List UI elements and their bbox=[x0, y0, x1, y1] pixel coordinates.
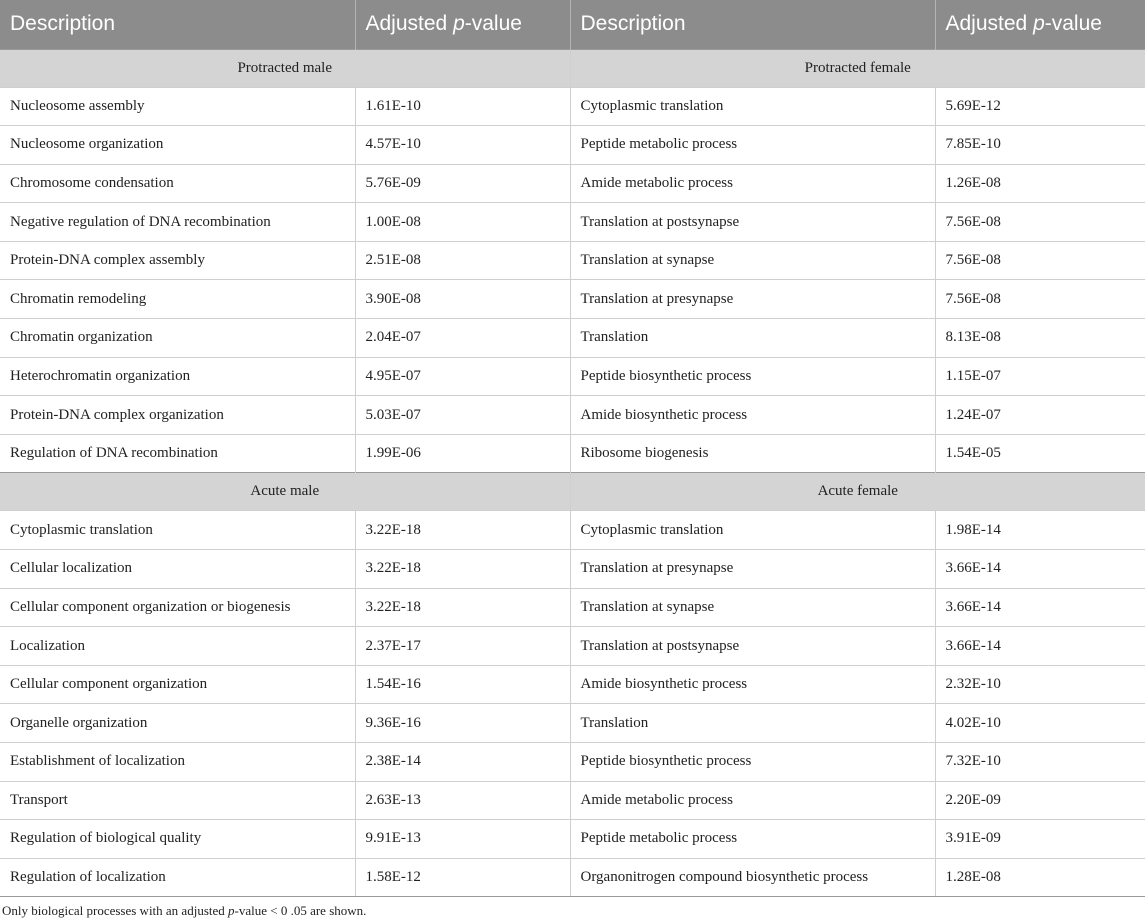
cell-p-value-right: 7.85E-10 bbox=[935, 126, 1145, 165]
cell-description-right: Translation bbox=[570, 704, 935, 743]
cell-p-value-right: 7.56E-08 bbox=[935, 241, 1145, 280]
cell-description-right: Translation at postsynapse bbox=[570, 627, 935, 666]
cell-p-value-right: 3.66E-14 bbox=[935, 550, 1145, 589]
cell-p-value-left: 4.95E-07 bbox=[355, 357, 570, 396]
cell-description-left: Cellular component organization bbox=[0, 665, 355, 704]
cell-p-value-left: 9.91E-13 bbox=[355, 820, 570, 859]
table-row bbox=[0, 241, 1145, 280]
table-row bbox=[0, 704, 1145, 743]
table-row bbox=[0, 588, 1145, 627]
cell-p-value-left: 1.58E-12 bbox=[355, 858, 570, 897]
cell-description-left: Organelle organization bbox=[0, 704, 355, 743]
cell-p-value-left: 9.36E-16 bbox=[355, 704, 570, 743]
cell-description-left: Protein-DNA complex organization bbox=[0, 396, 355, 435]
footnote-p: p bbox=[228, 903, 235, 919]
cell-p-value-left: 2.38E-14 bbox=[355, 743, 570, 782]
cell-p-value-right: 1.15E-07 bbox=[935, 357, 1145, 396]
header-suffix: -value bbox=[464, 12, 522, 36]
cell-p-value-left: 4.57E-10 bbox=[355, 126, 570, 165]
cell-description-left: Cellular component organization or biogenesis bbox=[0, 588, 355, 627]
cell-description-left: Regulation of localization bbox=[0, 858, 355, 897]
section-title-right: Protracted female bbox=[570, 49, 1145, 87]
cell-description-left: Cytoplasmic translation bbox=[0, 511, 355, 550]
cell-p-value-left: 1.99E-06 bbox=[355, 434, 570, 473]
cell-p-value-left: 3.22E-18 bbox=[355, 588, 570, 627]
table-row bbox=[0, 434, 1145, 473]
table-row bbox=[0, 203, 1145, 242]
table-body bbox=[0, 49, 1145, 897]
cell-description-left: Establishment of localization bbox=[0, 743, 355, 782]
footnote-after: -value < 0 .05 are shown. bbox=[234, 903, 367, 919]
table-row bbox=[0, 820, 1145, 859]
table-row bbox=[0, 550, 1145, 589]
table-row bbox=[0, 126, 1145, 165]
table-row bbox=[0, 627, 1145, 666]
header-p: p bbox=[1033, 12, 1045, 36]
cell-description-left: Transport bbox=[0, 781, 355, 820]
cell-description-right: Amide biosynthetic process bbox=[570, 665, 935, 704]
table-row bbox=[0, 280, 1145, 319]
header-adjusted-p-value-left bbox=[355, 0, 570, 49]
cell-p-value-left: 2.51E-08 bbox=[355, 241, 570, 280]
header-description-left: Description bbox=[0, 0, 355, 49]
cell-description-right: Amide biosynthetic process bbox=[570, 396, 935, 435]
cell-p-value-left: 5.03E-07 bbox=[355, 396, 570, 435]
cell-description-right: Cytoplasmic translation bbox=[570, 87, 935, 126]
cell-p-value-right: 7.56E-08 bbox=[935, 203, 1145, 242]
cell-p-value-right: 3.66E-14 bbox=[935, 588, 1145, 627]
cell-description-right: Translation bbox=[570, 319, 935, 358]
cell-description-right: Translation at presynapse bbox=[570, 280, 935, 319]
cell-description-right: Peptide biosynthetic process bbox=[570, 357, 935, 396]
cell-description-left: Cellular localization bbox=[0, 550, 355, 589]
table-row bbox=[0, 858, 1145, 897]
cell-p-value-right: 7.32E-10 bbox=[935, 743, 1145, 782]
cell-p-value-left: 1.00E-08 bbox=[355, 203, 570, 242]
table-row bbox=[0, 781, 1145, 820]
cell-description-right: Peptide metabolic process bbox=[570, 126, 935, 165]
section-header-row bbox=[0, 49, 1145, 87]
section-header-row bbox=[0, 473, 1145, 511]
header-prefix: Adjusted bbox=[945, 12, 1034, 36]
cell-p-value-right: 5.69E-12 bbox=[935, 87, 1145, 126]
header-prefix: Adjusted bbox=[365, 12, 454, 36]
section-title-right: Acute female bbox=[570, 473, 1145, 511]
cell-p-value-right: 1.98E-14 bbox=[935, 511, 1145, 550]
table-row bbox=[0, 665, 1145, 704]
cell-description-left: Nucleosome assembly bbox=[0, 87, 355, 126]
header-adjusted-p-value-right bbox=[935, 0, 1145, 49]
table-row bbox=[0, 511, 1145, 550]
section-title-left: Acute male bbox=[0, 473, 570, 511]
cell-p-value-left: 2.04E-07 bbox=[355, 319, 570, 358]
table-row bbox=[0, 743, 1145, 782]
cell-p-value-right: 2.32E-10 bbox=[935, 665, 1145, 704]
cell-p-value-right: 1.54E-05 bbox=[935, 434, 1145, 473]
cell-description-left: Chromatin organization bbox=[0, 319, 355, 358]
cell-p-value-left: 3.90E-08 bbox=[355, 280, 570, 319]
cell-p-value-right: 2.20E-09 bbox=[935, 781, 1145, 820]
cell-p-value-left: 1.61E-10 bbox=[355, 87, 570, 126]
cell-description-left: Regulation of DNA recombination bbox=[0, 434, 355, 473]
cell-description-left: Negative regulation of DNA recombination bbox=[0, 203, 355, 242]
cell-description-left: Chromatin remodeling bbox=[0, 280, 355, 319]
cell-p-value-right: 3.66E-14 bbox=[935, 627, 1145, 666]
cell-description-left: Localization bbox=[0, 627, 355, 666]
cell-description-right: Amide metabolic process bbox=[570, 164, 935, 203]
table-row bbox=[0, 87, 1145, 126]
cell-p-value-left: 2.37E-17 bbox=[355, 627, 570, 666]
table-row bbox=[0, 164, 1145, 203]
cell-description-left: Nucleosome organization bbox=[0, 126, 355, 165]
cell-p-value-left: 3.22E-18 bbox=[355, 550, 570, 589]
cell-p-value-right: 8.13E-08 bbox=[935, 319, 1145, 358]
footnote-before: Only biological processes with an adjusted bbox=[2, 903, 229, 919]
cell-p-value-right: 1.26E-08 bbox=[935, 164, 1145, 203]
cell-description-right: Organonitrogen compound biosynthetic process bbox=[570, 858, 935, 897]
cell-description-right: Peptide metabolic process bbox=[570, 820, 935, 859]
cell-description-right: Translation at presynapse bbox=[570, 550, 935, 589]
cell-description-right: Cytoplasmic translation bbox=[570, 511, 935, 550]
cell-p-value-right: 1.28E-08 bbox=[935, 858, 1145, 897]
cell-description-left: Protein-DNA complex assembly bbox=[0, 241, 355, 280]
table-row bbox=[0, 357, 1145, 396]
cell-p-value-right: 1.24E-07 bbox=[935, 396, 1145, 435]
cell-description-right: Translation at postsynapse bbox=[570, 203, 935, 242]
header-row bbox=[0, 0, 1145, 49]
cell-p-value-left: 2.63E-13 bbox=[355, 781, 570, 820]
header-p: p bbox=[453, 12, 465, 36]
cell-description-right: Translation at synapse bbox=[570, 588, 935, 627]
cell-description-right: Ribosome biogenesis bbox=[570, 434, 935, 473]
cell-description-right: Peptide biosynthetic process bbox=[570, 743, 935, 782]
cell-p-value-left: 3.22E-18 bbox=[355, 511, 570, 550]
section-title-left: Protracted male bbox=[0, 49, 570, 87]
cell-description-right: Amide metabolic process bbox=[570, 781, 935, 820]
cell-description-right: Translation at synapse bbox=[570, 241, 935, 280]
cell-description-left: Regulation of biological quality bbox=[0, 820, 355, 859]
cell-description-left: Heterochromatin organization bbox=[0, 357, 355, 396]
table-row bbox=[0, 396, 1145, 435]
cell-p-value-left: 1.54E-16 bbox=[355, 665, 570, 704]
cell-p-value-left: 5.76E-09 bbox=[355, 164, 570, 203]
cell-p-value-right: 7.56E-08 bbox=[935, 280, 1145, 319]
table-footnote bbox=[0, 897, 1145, 919]
cell-description-left: Chromosome condensation bbox=[0, 164, 355, 203]
cell-p-value-right: 4.02E-10 bbox=[935, 704, 1145, 743]
header-description-right: Description bbox=[570, 0, 935, 49]
table-row bbox=[0, 319, 1145, 358]
header-suffix: -value bbox=[1044, 12, 1102, 36]
cell-p-value-right: 3.91E-09 bbox=[935, 820, 1145, 859]
